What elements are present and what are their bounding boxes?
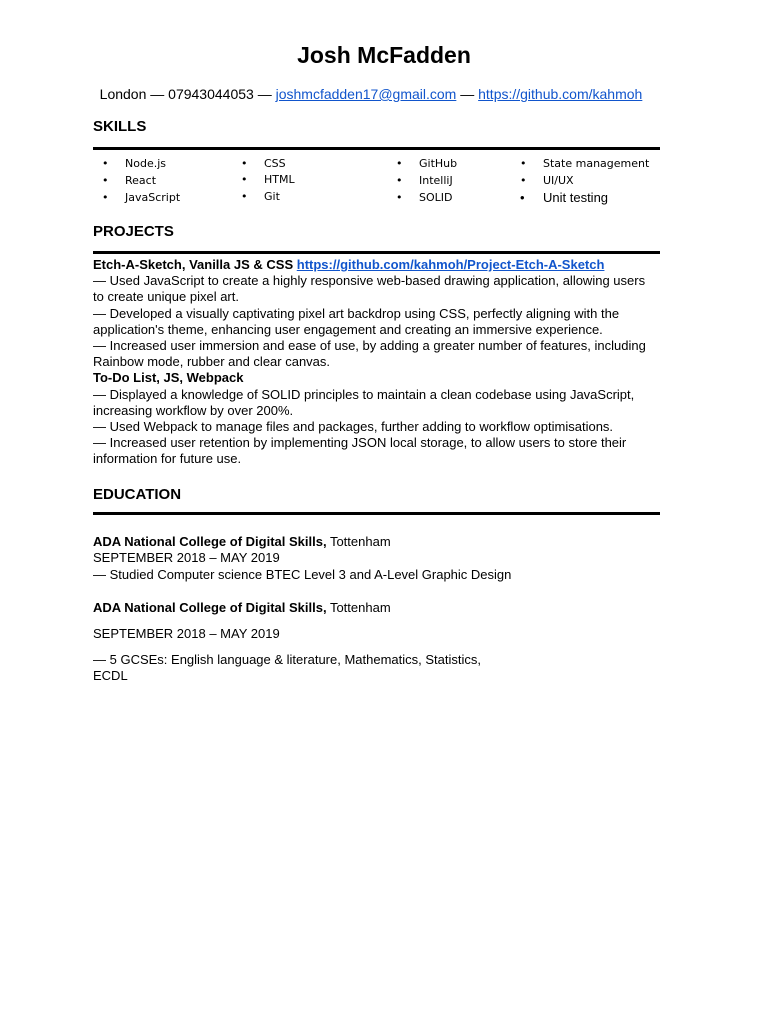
project-description-line: — Displayed a knowledge of SOLID principles to maintain a clean codebase using JavaScript, — [93, 386, 635, 402]
skills-divider — [93, 147, 660, 150]
bullet-icon: • — [102, 157, 109, 170]
education-school-line — [93, 600, 391, 617]
education-description: — 5 GCSEs: English language & literature, Mathematics, Statistics, — [93, 652, 482, 667]
email-link[interactable]: joshmcfadden17@gmail.com — [275, 86, 457, 102]
project-description-line: to create unique pixel art. — [93, 289, 239, 305]
bullet-icon: • — [102, 174, 109, 187]
bullet-icon: • — [396, 157, 403, 170]
phone: 07943044053 — [168, 86, 254, 102]
education-divider — [93, 512, 660, 515]
projects-block — [93, 257, 653, 468]
project-description-line: information for future use. — [93, 451, 242, 467]
separator: — — [146, 86, 169, 102]
bullet-icon: • — [241, 190, 248, 203]
school-location: Tottenham — [329, 534, 391, 549]
github-link[interactable]: https://github.com/kahmoh — [478, 86, 643, 102]
projects-divider — [93, 251, 660, 254]
bullet-icon: • — [520, 174, 527, 187]
project-description-line: application's theme, enhancing user engagement and creating an immersive experience. — [93, 321, 603, 337]
contact-line — [0, 86, 742, 102]
bullet-icon: • — [241, 157, 248, 170]
project-description-line: — Increased user retention by implementing JSON local storage, to allow users to store their — [93, 435, 627, 451]
project-title-line — [93, 370, 653, 386]
education-heading: EDUCATION — [93, 486, 182, 503]
bullet-icon: • — [396, 191, 403, 204]
project-description-line: — Used JavaScript to create a highly responsive web-based drawing application, allowing users — [93, 273, 646, 289]
education-dates: SEPTEMBER 2018 – MAY 2019 — [93, 626, 280, 641]
bullet-icon: • — [102, 191, 109, 204]
resume-page: Josh McFadden London — 07943044053 — joshmcfadden17@gmail.com — https://github.com/kahmoh SKILLS • Node.js • React • JavaScript • CSS • HTML • Git • GitHub • IntelliJ • SOLID • State management • UI/UX • Unit testing PROJECTS Etch-A-Sketch, Vanilla JS & CSS https://github.com/kahmoh/Project-Etch-A-Sketch — Used JavaScript to create a highly responsive web-based drawing application, allowing users to create unique pixel art. — Developed a visually captivating pixel art backdrop using CSS, perfectly aligning with the application's theme, enhancing user engagement and creating an immersive experience. — Increased user immersion and ease of use, by adding a greater number of features, including Rainbow mode, rubber and clear canvas. To-Do List, JS, Webpack — Displayed a knowledge of SOLID principles to maintain a clean codebase using JavaScript, increasing workflow by over 200%. — Used Webpack to manage files and packages, further adding to workflow optimisations. — Increased user retention by implementing JSON local storage, to allow users to store their information for future use. EDUCATION ADA National College of Digital Skills, Tottenham SEPTEMBER 2018 – MAY 2019 — Studied Computer science BTEC Level 3 and A-Level Graphic Design ADA National College of Digital Skills, Tottenham SEPTEMBER 2018 – MAY 2019 — 5 GCSEs: English language & literature, Mathematics, Statistics, ECDL — [0, 0, 768, 1024]
project-link[interactable]: https://github.com/kahmoh/Project-Etch-A-Sketch — [296, 257, 605, 272]
separator: — — [253, 86, 276, 102]
education-dates: SEPTEMBER 2018 – MAY 2019 — [93, 550, 280, 565]
resume-name: Josh McFadden — [297, 42, 471, 68]
projects-heading: PROJECTS — [93, 223, 174, 240]
project-title: Etch-A-Sketch, Vanilla JS & CSS — [93, 257, 294, 272]
project-description-line: — Developed a visually captivating pixel art backdrop using CSS, perfectly aligning with the — [93, 305, 620, 321]
bullet-icon: • — [241, 173, 248, 186]
project-description-line: — Increased user immersion and ease of use, by adding a greater number of features, including — [93, 338, 646, 354]
project-description-line: increasing workflow by over 200%. — [93, 402, 294, 418]
bullet-icon: • — [520, 190, 525, 205]
school-name: ADA National College of Digital Skills, — [93, 600, 327, 615]
project-title: To-Do List, JS, Webpack — [93, 370, 244, 386]
project-description-line: — Used Webpack to manage files and packages, further adding to workflow optimisations. — [93, 419, 614, 435]
skills-heading: SKILLS — [93, 118, 147, 135]
location: London — [99, 86, 147, 102]
separator: — — [456, 86, 479, 102]
bullet-icon: • — [396, 174, 403, 187]
education-description: — Studied Computer science BTEC Level 3 and A-Level Graphic Design — [93, 567, 512, 582]
school-location: Tottenham — [329, 600, 391, 615]
bullet-icon: • — [520, 157, 527, 170]
project-title-line — [93, 257, 653, 273]
education-description: ECDL — [93, 668, 128, 683]
education-school-line — [93, 534, 391, 551]
school-name: ADA National College of Digital Skills, — [93, 534, 327, 549]
project-description-line: Rainbow mode, rubber and clear canvas. — [93, 354, 331, 370]
